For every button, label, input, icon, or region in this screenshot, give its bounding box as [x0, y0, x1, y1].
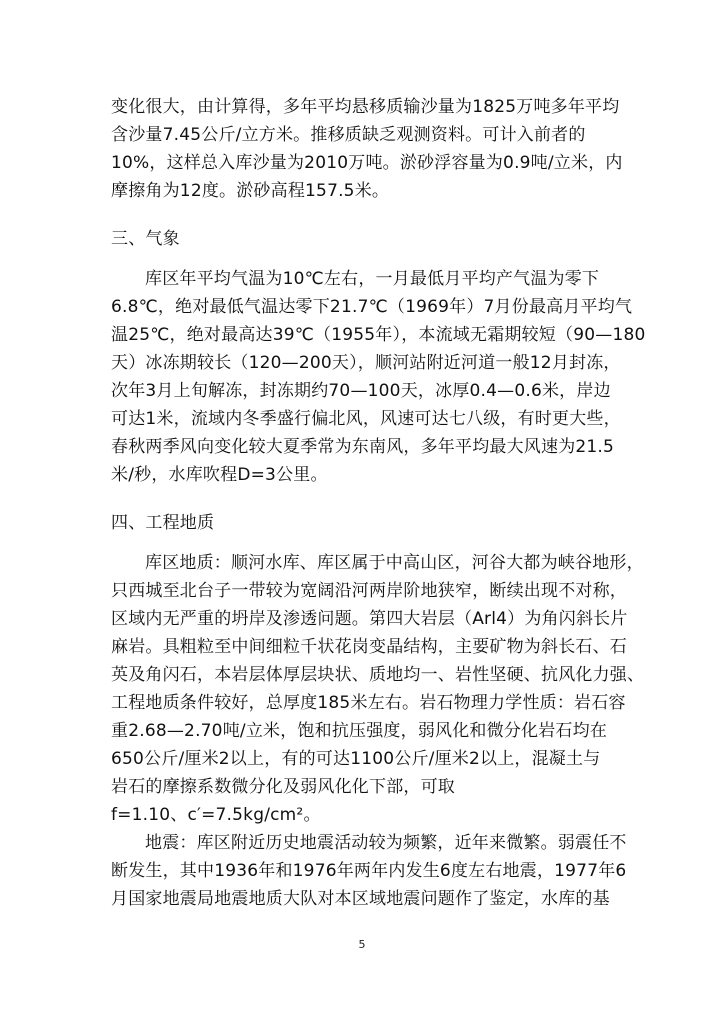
- text-line: 温25℃，绝对最高达39℃（1955年），本流域无霜期较短（90—180: [111, 325, 646, 345]
- text-line: 地震：库区附近历史地震活动较为频繁，近年来微繁。弱震任不: [145, 833, 627, 853]
- text-line: 只西城至北台子一带较为宽阔沿河两岸阶地狭窄，断续出现不对称，: [111, 581, 627, 601]
- text-line: 麻岩。具粗粒至中间细粒千状花岗变晶结构，主要矿物为斜长石、石: [111, 637, 627, 657]
- text-line: 天）冰冻期较长（120—200天），顺河站附近河道一般12月封冻，: [111, 353, 621, 373]
- text-line: 650公斤/厘米2以上，有的可达1100公斤/厘米2以上，混凝土与: [111, 749, 601, 769]
- text-line: 6.8℃，绝对最低气温达零下21.7℃（1969年）7月份最高月平均气: [111, 297, 633, 317]
- text-line: 岩石的摩擦系数微分化及弱风化化下部，可取: [111, 777, 455, 797]
- page-number: 5: [358, 938, 366, 951]
- text-line: f=1.10、c′=7.5kg/cm²。: [111, 805, 321, 825]
- text-line: 重2.68—2.70吨/立米，饱和抗压强度，弱风化和微分化岩石均在: [111, 721, 608, 741]
- text-line: 米/秒，水库吹程D=3公里。: [111, 465, 328, 485]
- text-line: 春秋两季风向变化较大夏季常为东南风，多年平均最大风速为21.5: [111, 437, 615, 457]
- text-line: 断发生，其中1936年和1976年两年内发生6度左右地震，1977年6: [111, 861, 627, 881]
- text-line: 库区年平均气温为10℃左右，一月最低月平均产气温为零下: [145, 269, 600, 289]
- section-heading-weather: 三、气象: [111, 229, 180, 249]
- text-line: 月国家地震局地震地质大队对本区域地震问题作了鉴定，水库的基: [111, 889, 610, 909]
- text-line: 英及角闪石，本岩层体厚层块状、质地均一、岩性坚硬、抗风化力强、: [111, 665, 645, 685]
- text-line: 区域内无严重的坍岸及渗透问题。第四大岩层（Arl4）为角闪斜长片: [111, 609, 628, 629]
- text-line: 摩擦角为12度。淤砂高程157.5米。: [111, 181, 390, 201]
- text-line: 10%，这样总入库沙量为2010万吨。淤砂浮容量为0.9吨/立米，内: [111, 153, 623, 173]
- text-line: 变化很大，由计算得，多年平均悬移质输沙量为1825万吨多年平均: [111, 97, 620, 117]
- text-line: 次年3月上旬解冻，封冻期约70—100天，冰厚0.4—0.6米，岸边: [111, 381, 611, 401]
- text-line: 库区地质：顺河水库、库区属于中高山区，河谷大都为峡谷地形，: [145, 553, 644, 573]
- text-line: 含沙量7.45公斤/立方米。推移质缺乏观测资料。可计入前者的: [111, 125, 586, 145]
- section-heading-geology: 四、工程地质: [111, 513, 215, 533]
- text-line: 工程地质条件较好，总厚度185米左右。岩石物理力学性质：岩石容: [111, 693, 626, 713]
- text-line: 可达1米，流域内冬季盛行偏北风，风速可达七八级，有时更大些，: [111, 409, 621, 429]
